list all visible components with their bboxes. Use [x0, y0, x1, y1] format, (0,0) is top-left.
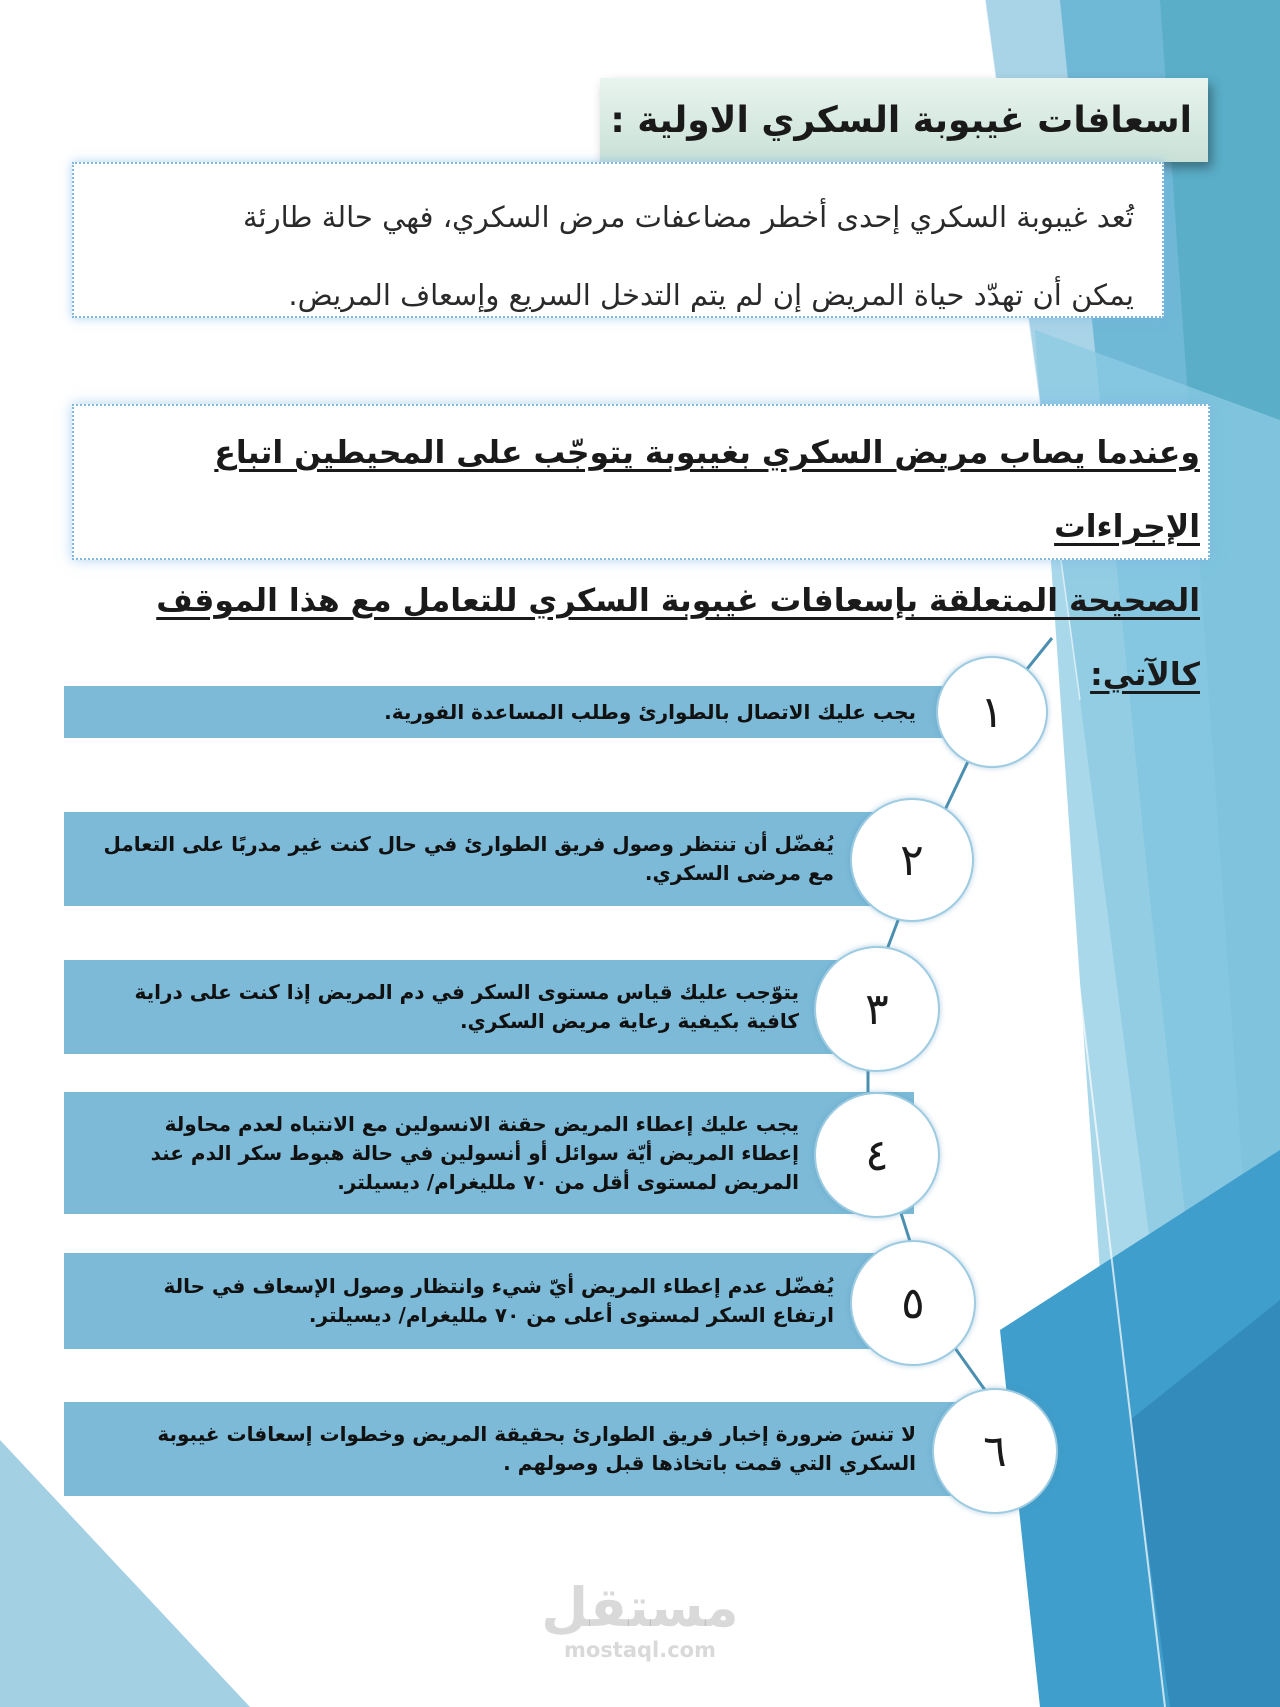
step-5-line-1: يُفضّل عدم إعطاء المريض أيّ شيء وانتظار وصول الإسعاف في حالة	[163, 1274, 834, 1298]
watermark-url: mostaql.com	[564, 1638, 716, 1662]
step-4-line-1: يجب عليك إعطاء المريض حقنة الانسولين مع الانتباه لعدم محاولة	[164, 1111, 799, 1136]
step-6-line-2: السكري التي قمت باتخاذها قبل وصولهم .	[503, 1451, 916, 1475]
step-2-band	[64, 812, 924, 906]
heading-banner	[600, 78, 1208, 162]
step-6-line-1: لا تنسَ ضرورة إخبار فريق الطوارئ بحقيقة المريض وخطوات إسعافات غيبوبة	[157, 1422, 916, 1446]
intro-line-1: تُعد غيبوبة السكري إحدى أخطر مضاعفات مرض السكري، فهي حالة طارئة	[242, 200, 1134, 234]
step-1-band	[64, 686, 964, 738]
instructions-intro-box	[72, 404, 1210, 693]
intro-box	[72, 162, 1164, 318]
instructions-intro	[82, 416, 1200, 712]
watermark	[540, 1578, 740, 1662]
step-4-number: ٤	[814, 1092, 940, 1218]
step-6-band	[64, 1402, 964, 1496]
step-5-number: ٥	[850, 1240, 976, 1366]
instructions-line-1: وعندما يصاب مريض السكري بغيبوبة يتوجّب على المحيطين اتباع الإجراءات	[214, 435, 1200, 545]
step-2-text	[64, 830, 834, 888]
step-3-number: ٣	[814, 946, 940, 1072]
step-5-band	[64, 1253, 924, 1349]
step-3-text	[64, 978, 799, 1036]
instructions-line-2: الصحيحة المتعلقة بإسعافات غيبوبة السكري للتعامل مع هذا الموقف كالآتي:	[156, 583, 1200, 693]
intro-paragraph	[102, 178, 1134, 334]
step-3-band	[64, 960, 914, 1054]
step-2-line-1: يُفضّل أن تنتظر وصول فريق الطوارئ في حال كنت غير مدربًا على التعامل	[103, 832, 834, 856]
step-5-text	[64, 1272, 834, 1330]
step-1-line-1: يجب عليك الاتصال بالطوارئ وطلب المساعدة الفورية.	[384, 699, 916, 724]
step-3-line-1: يتوّجب عليك قياس مستوى السكر في دم المريض إذا كنت على دراية	[134, 980, 799, 1004]
step-6-text	[64, 1420, 916, 1478]
step-1-text	[64, 698, 916, 727]
step-4-band	[64, 1092, 914, 1214]
step-5-line-2: ارتفاع السكر لمستوى أعلى من ٧٠ ملليغرام/ ديسيلتر.	[308, 1303, 834, 1327]
intro-line-2: يمكن أن تهدّد حياة المريض إن لم يتم التدخل السريع وإسعاف المريض.	[288, 278, 1134, 312]
step-4-line-3: المريض لمستوى أقل من ٧٠ ملليغرام/ ديسيلتر.	[337, 1169, 799, 1194]
step-3-line-2: كافية بكيفية رعاية مريض السكري.	[459, 1009, 799, 1033]
step-6-number: ٦	[932, 1388, 1058, 1514]
watermark-logo: مستقل	[541, 1576, 739, 1639]
step-2-number: ٢	[850, 798, 974, 922]
step-1-number: ١	[936, 656, 1048, 768]
step-4-line-2: إعطاء المريض أيّة سوائل أو أنسولين في حالة هبوط سكر الدم عند	[150, 1140, 799, 1165]
page-title: اسعافات غيبوبة السكري الاولية :	[610, 99, 1192, 141]
step-4-text	[64, 1110, 799, 1197]
step-2-line-2: مع مرضى السكري.	[644, 861, 834, 885]
